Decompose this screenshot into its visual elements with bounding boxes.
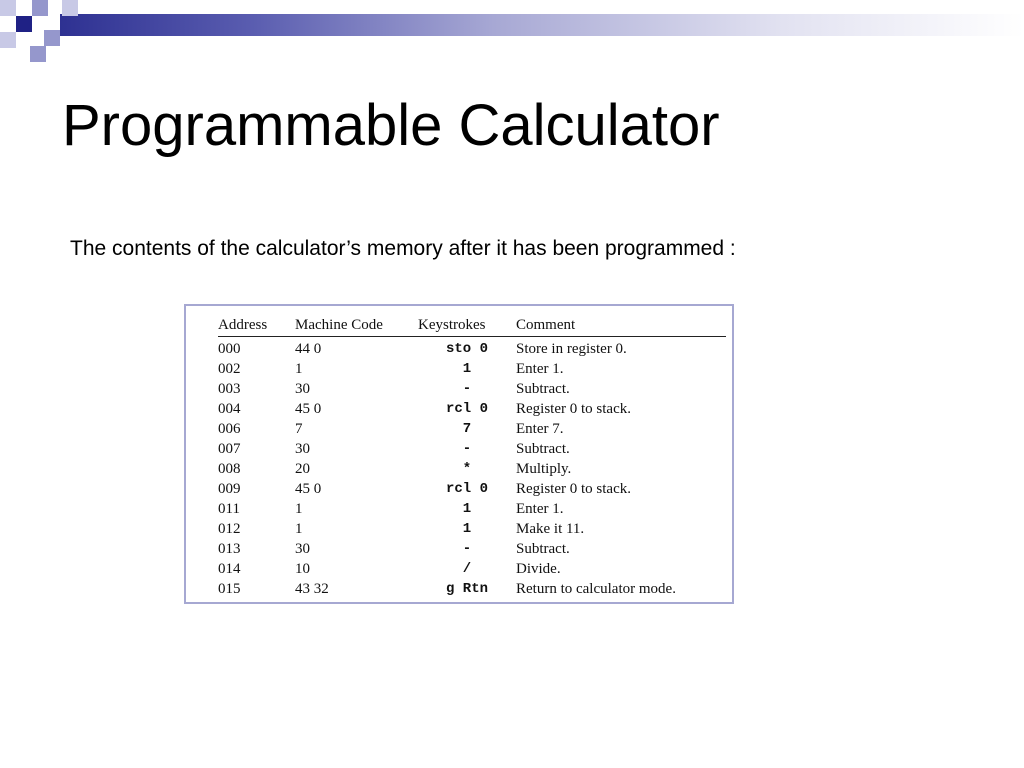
table-row (218, 559, 726, 579)
cell-comment: Divide. (516, 561, 561, 577)
decor-square (0, 32, 16, 48)
table-row (218, 539, 726, 559)
cell-address: 013 (218, 541, 241, 557)
table-row (218, 459, 726, 479)
cell-address: 015 (218, 581, 241, 597)
cell-comment: Make it 11. (516, 521, 585, 537)
cell-address: 009 (218, 481, 241, 497)
cell-comment: Subtract. (516, 381, 570, 397)
intro-text: The contents of the calculator’s memory after it has been programmed : (70, 237, 736, 260)
cell-comment: Enter 1. (516, 501, 564, 517)
cell-keystrokes: sto 0 (445, 341, 488, 357)
cell-machine-code: 45 0 (295, 481, 322, 497)
slide-header-decoration (0, 0, 1024, 60)
cell-keystrokes: g Rtn (445, 581, 488, 597)
column-header-comment: Comment (516, 316, 726, 337)
cell-comment: Subtract. (516, 541, 570, 557)
cell-address: 000 (218, 341, 241, 357)
cell-keystrokes: 1 (462, 521, 472, 537)
cell-address: 012 (218, 521, 241, 537)
table-row (218, 359, 726, 379)
cell-machine-code: 1 (295, 361, 303, 377)
cell-keystrokes: - (462, 381, 472, 397)
cell-machine-code: 45 0 (295, 401, 322, 417)
column-header-keystrokes: Keystrokes (418, 316, 516, 337)
decor-square (30, 46, 46, 62)
cell-machine-code: 20 (295, 461, 310, 477)
cell-comment: Return to calculator mode. (516, 581, 676, 597)
cell-keystrokes: - (462, 441, 472, 457)
program-table-frame (184, 304, 734, 604)
cell-comment: Register 0 to stack. (516, 481, 631, 497)
table-row (218, 519, 726, 539)
cell-comment: Subtract. (516, 441, 570, 457)
column-header-address: Address (218, 316, 295, 337)
table-row (218, 379, 726, 399)
cell-address: 003 (218, 381, 241, 397)
cell-address: 011 (218, 501, 240, 517)
cell-machine-code: 7 (295, 421, 303, 437)
decor-square (32, 0, 48, 16)
decor-square (0, 0, 16, 16)
cell-keystrokes: 1 (462, 501, 472, 517)
table-row (218, 337, 726, 360)
decor-square (16, 16, 32, 32)
table-row (218, 499, 726, 519)
cell-address: 002 (218, 361, 241, 377)
cell-machine-code: 43 32 (295, 581, 329, 597)
program-memory-table (218, 316, 726, 599)
cell-comment: Enter 1. (516, 361, 564, 377)
decor-square (62, 0, 78, 16)
cell-comment: Store in register 0. (516, 341, 627, 357)
cell-address: 007 (218, 441, 241, 457)
cell-keystrokes: / (462, 561, 472, 577)
cell-comment: Enter 7. (516, 421, 564, 437)
cell-machine-code: 44 0 (295, 341, 322, 357)
cell-keystrokes: 1 (462, 361, 472, 377)
table-header-row (218, 316, 726, 337)
cell-machine-code: 1 (295, 521, 303, 537)
cell-address: 008 (218, 461, 241, 477)
cell-keystrokes: rcl 0 (445, 401, 488, 417)
cell-machine-code: 30 (295, 381, 310, 397)
slide-title: Programmable Calculator (62, 93, 720, 158)
table-row (218, 579, 726, 599)
table-row (218, 399, 726, 419)
cell-address: 014 (218, 561, 241, 577)
cell-machine-code: 30 (295, 541, 310, 557)
cell-address: 004 (218, 401, 241, 417)
cell-machine-code: 30 (295, 441, 310, 457)
cell-keystrokes: 7 (462, 421, 472, 437)
cell-comment: Multiply. (516, 461, 572, 477)
header-gradient-bar (60, 14, 1024, 36)
decor-square (44, 30, 60, 46)
cell-comment: Register 0 to stack. (516, 401, 631, 417)
table-row (218, 439, 726, 459)
cell-keystrokes: rcl 0 (445, 481, 488, 497)
cell-keystrokes: - (462, 541, 472, 557)
cell-machine-code: 1 (295, 501, 303, 517)
table-row (218, 479, 726, 499)
table-row (218, 419, 726, 439)
cell-machine-code: 10 (295, 561, 310, 577)
column-header-machine-code: Machine Code (295, 316, 418, 337)
cell-keystrokes: * (462, 461, 472, 477)
cell-address: 006 (218, 421, 241, 437)
